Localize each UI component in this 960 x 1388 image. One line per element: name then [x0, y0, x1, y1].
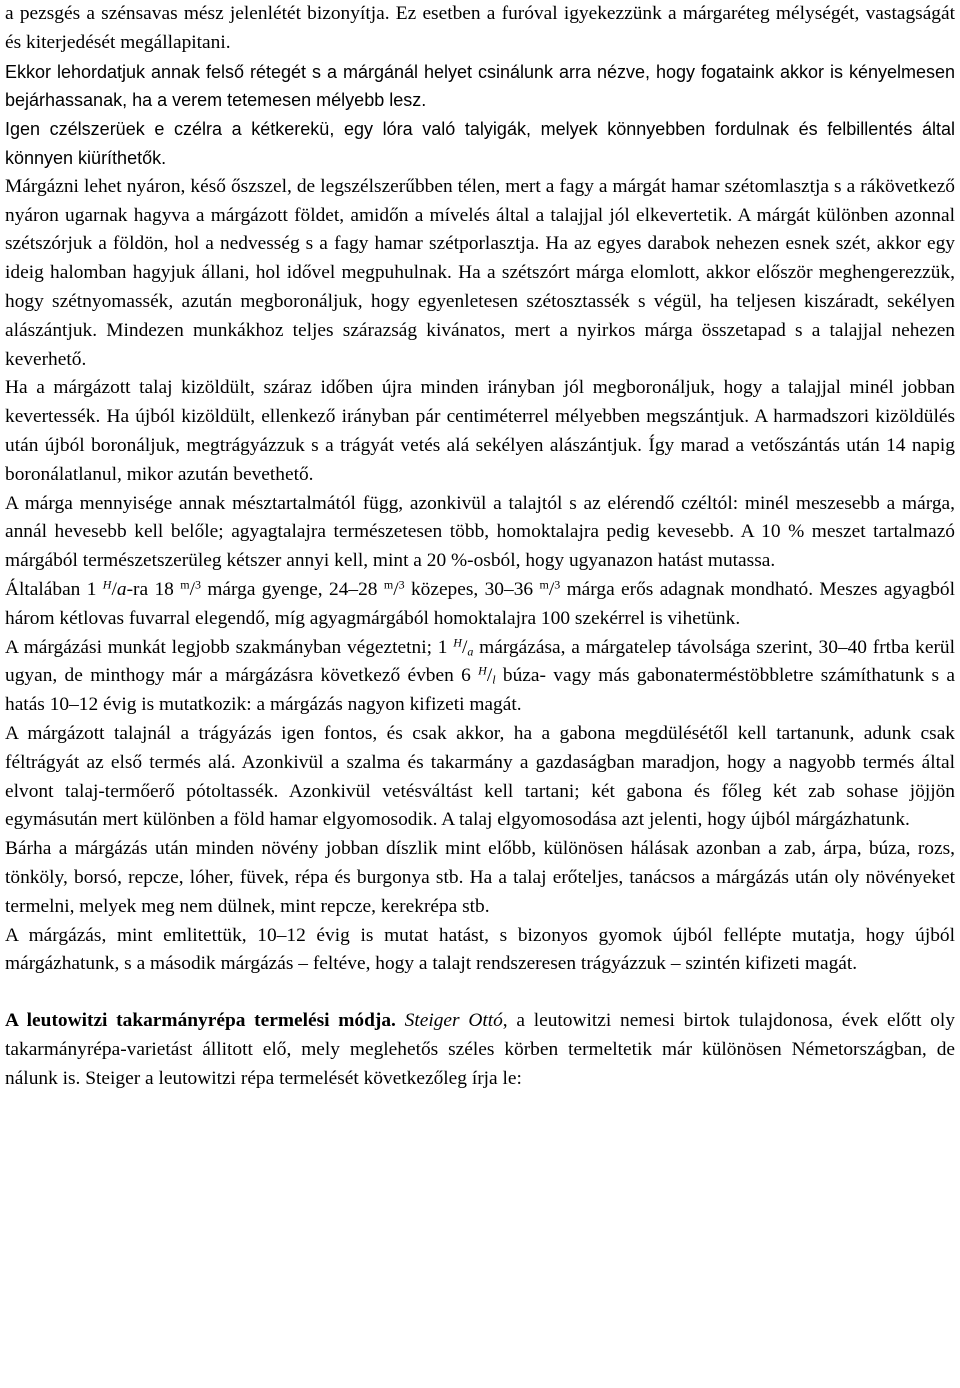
- p7-text-e: márga erős adagnak mondható. Meszes agyagból három kétlovas fuvarral elegendő, míg agyagmárgából homoktalajra 100 szekérrel is vihetünk.: [5, 578, 955, 629]
- paragraph-4: Márgázni lehet nyáron, késő őszszel, de legszélszerűbben télen, mert a fagy a márgát hamar szétomlasztja s a rákövetkező nyáron ugarnak hagyva a márgázott földet, amidőn a mívelés által a talajjal jól elkevertetik. A márgát különben azonnal szétszórjuk a földön, hol a nedvesség s a fagy hamar szétporlasztja. Ha az egyes darabok nehezen esnek szét, akkor egy ideig halomban hagyjuk állani, hol idővel megpuhulnak. Ha a szétszórt márga elomlott, akkor először meghengerezzük, hogy szétnyomassék, azután megboronáljuk, hogy egyenletesen szétosztassék s végül, ha teljesen kiszáradt, sekélyen alászántjuk. Mindezen munkákhoz teljes szárazság kivánatos, mert a nyirkos márga összetapad s a talajjal nehezen keverhető.: [5, 175, 955, 370]
- paragraph-3: Igen czélszerüek e czélra a kétkerekü, egy lóra való talyigák, melyek könnyebben fordulnak és felbillentés által könnyen kiüríthetők.: [5, 119, 955, 168]
- paragraph-10: Bárha a márgázás után minden növény jobban díszlik mint előbb, különösen hálásak azonban a zab, árpa, búza, rozs, tönköly, borsó, repcze, lóher, füvek, répa és burgonya stb. Ha a talaj erőteljes, tanácsos a márgázás után oly növényeket termelni, melyek meg nem dülnek, mint repcze, kerekrépa stb.: [5, 838, 955, 917]
- paragraph-9: A márgázott talajnál a trágyázás igen fontos, és csak akkor, ha a gabona megdülésétől kell tartanunk, adunk csak féltrágyát az első termés alá. Azonkivül a szalma és takarmány a gazdaságban maradjon, hogy a nagyobb termés által elvont talaj-termőerő pótoltassék. Azonkivül vetésváltást kell tartani; két gabona és főleg két zab sohase jöjjön egymásután mert különben a föld hamar elgyomosodik. A talaj elgyomosodása azt jelenti, hogy újból márgázhatunk.: [5, 722, 955, 831]
- p7-text-b: -ra 18: [126, 578, 181, 600]
- p7-unit-3-1: 3: [194, 577, 201, 592]
- p7-unit-3-3: 3: [554, 577, 561, 592]
- section-author: Steiger Ottó: [404, 1010, 503, 1032]
- p8-fraction2-denominator: l: [492, 672, 496, 687]
- p7-text-a: Általában 1: [5, 578, 103, 600]
- document-page: [5, 0, 955, 1093]
- paragraph-2: Ekkor lehordatjuk annak felső rétegét s a márgánál helyet csinálunk arra nézve, hogy fogataink akkor is kényelmesen bejárhassanak, ha a verem tetemesen mélyebb lesz.: [5, 61, 955, 111]
- section-text: , a leutowitzi nemesi birtok tulajdonosa, évek előtt oly takarmányrépa-varietást állitott elő, mely meglehetős széles körben termeltetik már különösen Németországban, de nálunk is. Steiger a leutowitzi répa termelését következőleg írja le:: [5, 1010, 956, 1089]
- section-paragraph: [5, 1007, 955, 1093]
- p7-unit-m-2: m: [383, 577, 394, 592]
- p8-text-a: A márgázási munkát legjobb szakmányban végeztetni; 1: [5, 636, 454, 658]
- section-spacer: [5, 979, 955, 1007]
- p7-unit-m-3: m: [539, 577, 549, 592]
- paragraph-8: A márgázási munkát legjobb szakmányban végeztetni; 1 $^H/_a$ márgázása, a márgatelep távolsága szerint, 30–40 frtba kerül ugyan, de minthogy már a márgázásra következő évben 6 $^H/_l$ búza- vagy más gabonaterméstöbbletre számíthatunk s a hatás 10–12 évig is mutatkozik: a márgázás nagyon kifizeti magát.: [5, 634, 955, 716]
- paragraph-11: A márgázás, mint emlitettük, 10–12 évig is mutat hatást, s bizonyos gyomok újból fellépte mutatja, hogy újból márgázhatunk, s a második márgázás – feltéve, hogy a talajt rendszeresen trágyázzuk – szintén kifizeti magát.: [5, 924, 955, 975]
- p7-text-c: márga gyenge, 24–28: [200, 578, 384, 600]
- paragraph-6: A márga mennyisége annak mésztartalmától függ, azonkivül a talajtól s az elérendő czéltól: minél meszesebb a márga, annál hevesebb kell belőle; agyagtalajra természetesen több, homoktalajra pedig kevesebb. A 10 % meszet tartalmazó márgából természetszerüleg kétszer annyi kell, mint a 20 %-osból, hogy ugyanazon hatást mutassa.: [5, 492, 955, 572]
- paragraph-7: Általában 1 $^H$/a-ra 18 $^m$/$^3$ márga gyenge, 24–28 $^m$/$^3$ közepes, 30–36 $^m$/$^3$ márga erős adagnak mondható. Meszes agyagból három kétlovas fuvarral elegendő, míg agyagmárgából homoktalajra 100 szekérrel is vihetünk.: [5, 577, 955, 629]
- p8-fraction1-denominator: a: [467, 643, 474, 658]
- paragraph-5: Ha a márgázott talaj kizöldült, száraz időben újra minden irányban jól megboronáljuk, hogy a talajjal minél jobban kevertessék. Ha újból kizöldült, ellenkező irányban pár centiméterrel mélyebben megszántjuk. A harmadszori kizöldülés után újból boronáljuk, megtrágyázzuk s a trágyát vetés alá sekélyen alászántjuk. Így marad a vetőszántás után 14 napig boronálatlanul, mikor azután bevethető.: [5, 377, 955, 485]
- paragraph-1: a pezsgés a szénsavas mész jelenlétét bizonyítja. Ez esetben a furóval igyekezzünk a márgaréteg mélységét, vastagságát és kiterjedését megállapitani.: [5, 3, 955, 53]
- p8-text-c: búza- vagy más gabonaterméstöbbletre számíthatunk s a hatás 10–12 évig is mutatkozik: a márgázás nagyon kifizeti magát.: [5, 665, 955, 716]
- p7-fraction-denominator: a: [116, 578, 127, 600]
- p8-fraction2-numerator: H: [478, 663, 487, 678]
- p8-text-b: márgázása, a márgatelep távolsága szerint, 30–40 frtba kerül ugyan, de minthogy már a márgázásra következő évben 6: [5, 636, 955, 687]
- p7-text-d: közepes, 30–36: [404, 578, 540, 600]
- p8-fraction1-numerator: H: [453, 634, 462, 649]
- p7-unit-3-2: 3: [398, 577, 405, 592]
- section-title: A leutowitzi takarmányrépa termelési módja.: [5, 1010, 396, 1032]
- p7-fraction-numerator: H: [102, 577, 112, 592]
- p7-unit-m-1: m: [180, 577, 190, 592]
